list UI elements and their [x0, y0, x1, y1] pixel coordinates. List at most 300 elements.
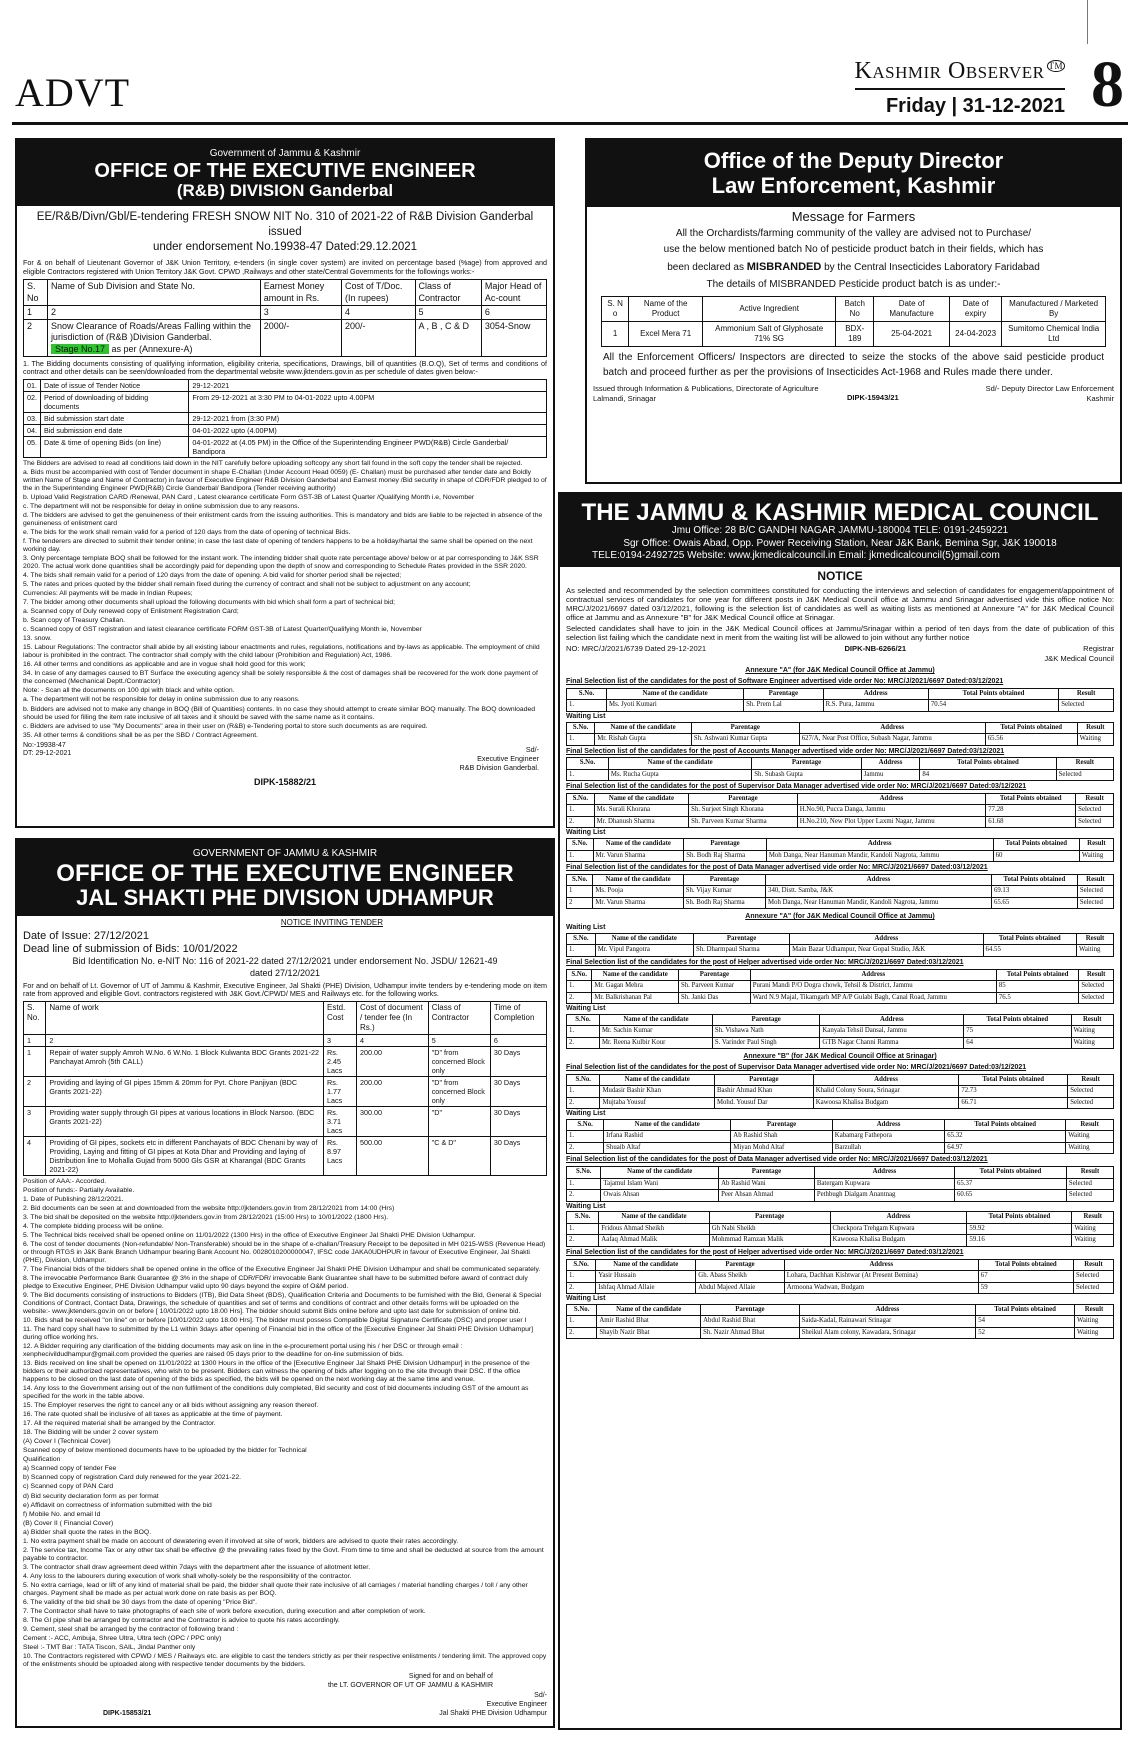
table-cell: 340, Distt. Samba, J&K — [766, 886, 992, 897]
table-cell: Armoona Wadwan, Budgam — [784, 1282, 978, 1293]
table-cell: 2. — [567, 1235, 599, 1246]
table-header-row — [567, 969, 1114, 980]
table-cell: Waiting — [1072, 1235, 1114, 1246]
table-header: Total Points obtained — [928, 688, 1058, 699]
annexure-b-heading: Annexure "B" (for J&K Medical Council Office at Srinagar) — [743, 1053, 937, 1061]
table-row — [567, 1086, 1114, 1097]
list-item: 5. The Technical bids received shall be opened online on 11/01/2022 (1300 Hrs) in the office of Executive Engineer Jal Shakti PHE Division Udhampur. — [23, 1232, 476, 1240]
table-header-row — [567, 1304, 1114, 1315]
law-banner — [587, 140, 1120, 207]
list-item: a. Scanned copy of Duly renewed copy of Enlistment Registration Card; — [23, 608, 239, 616]
table-header: Parentage — [752, 758, 861, 769]
table-cell: Sheikul Alam colony, Kawadara, Srinagar — [799, 1327, 976, 1338]
table-header: Address — [832, 1119, 945, 1130]
list-item: Position of funds:- Partially Available. — [23, 1186, 135, 1194]
table-cell: Selected — [1056, 769, 1113, 780]
list-item: a) Scanned copy of tender Fee — [23, 1465, 117, 1473]
table-cell: Selected — [1076, 805, 1114, 816]
table-row — [24, 1136, 547, 1175]
table-cell: Mr. Balkrishanan Pal — [592, 992, 679, 1003]
table-row — [567, 1190, 1114, 1201]
table-header: Parentage — [744, 688, 823, 699]
table-cell: Selected — [1077, 897, 1113, 908]
table-cell: "D" from concerned Block only — [428, 1076, 490, 1106]
table-row — [24, 1046, 547, 1076]
selection-table — [566, 969, 1114, 1004]
table-cell: 2. — [567, 1282, 596, 1293]
table-row — [567, 1131, 1114, 1142]
table-cell: 52 — [976, 1327, 1075, 1338]
list-item: 10. The Contractors registered with CPWD / MES / Railways etc. are eligible to cast the tenders strictly as per their respective enlistments / tendering limit. The approved copy of the enlistments should be uploaded along with respective tender documents by the bidders. — [23, 1652, 547, 1668]
table-header: Address — [823, 688, 928, 699]
list-item: 3. The bid shall be deposited on the website http://jktenders.gov.in from 28/12/2021 (15:00 Hrs) to 10/01/2022 (1800 Hrs). — [23, 1214, 389, 1221]
table-cell: 65.37 — [955, 1178, 1067, 1189]
table-cell: 2. — [567, 992, 592, 1003]
selection-list-title: Final Selection list of the candidates for the post of Helper advertised vide order No: MRC/J/2021/6697 Dated:03/12/2021 — [566, 1248, 964, 1256]
table-cell: Kanyala Tehsil Dansal, Jammu — [820, 1026, 964, 1037]
table-cell: 1. — [567, 1026, 600, 1037]
table-cell: Barzullah — [832, 1142, 945, 1153]
table-cell: Sh. Bodh Raj Sharma — [683, 897, 765, 908]
list-item: 16. All other terms and conditions as applicable and are in vogue shall hold good for this work; — [23, 661, 306, 669]
list-item: b. Bidders are advised not to make any change in BOQ (Bill of Quantities) contents. In no case they should attempt to create similar BOQ manually. The BOQ downloaded should be used for filling the item rate inclusive of all taxes and it should be saved with the same name as it contains. — [23, 705, 536, 721]
table-header: Address — [799, 722, 985, 733]
table-cell: Pethbugh Dialgam Anantnag — [814, 1190, 954, 1201]
table-cell: 200.00 — [356, 1046, 428, 1076]
table-header: Address — [766, 839, 993, 850]
list-item: d) Bid security declaration form as per format — [23, 1492, 159, 1500]
table-cell: Mr. Sachin Kumar — [599, 1026, 712, 1037]
list-item: 8. The GI pipe shall be arranged by contractor and the Contractor is advice to quote his rates accordingly. — [23, 1616, 340, 1624]
table-cell: Sumitomo Chemical India Ltd — [1002, 322, 1106, 347]
js-nit: NOTICE INVITING TENDER — [280, 917, 383, 927]
table-cell: Bid submission start date — [41, 413, 189, 425]
table-cell: Period of downloading of bidding documents — [41, 392, 189, 413]
table-cell: 1. — [567, 1131, 604, 1142]
table-cell: Khalid Colony Soura, Srinagar — [813, 1086, 959, 1097]
page-edge-line — [1087, 0, 1088, 44]
table-cell: 75 — [964, 1026, 1071, 1037]
table-cell: Selected — [1077, 886, 1113, 897]
table-cell: 3 — [24, 1106, 46, 1136]
table-cell: Waiting — [1079, 850, 1113, 861]
page-number: 8 — [1091, 48, 1124, 121]
table-header: S. No — [24, 280, 48, 306]
selection-table — [566, 1304, 1114, 1339]
selection-list-title: Final Selection list of the candidates for the post of Helper advertised vide order No: MRC/J/2021/6697 Dated:03/12/2021 — [566, 958, 964, 966]
table-header: Result — [1068, 1074, 1114, 1085]
table-cell: 2 — [24, 1076, 46, 1106]
table-cell: Waiting — [1074, 1327, 1113, 1338]
table-header: Parentage — [709, 1212, 830, 1223]
list-item: 10. Bids shall be received "on line" on or before [10/01/2022 upto 18.00 Hrs]. The bidder must possess Compatible Digital Signature Certificate (DSC) and proper user I — [23, 1317, 527, 1325]
waiting-list-label: Waiting List — [566, 1110, 606, 1118]
table-header: Result — [1066, 1119, 1114, 1130]
table-cell: 59.16 — [967, 1235, 1072, 1246]
selection-list-title: Final Selection list of the candidates for the post of Supervisor Data Manager advertised vide order No: MRC/J/2021/6697 Dated:03/12/2021 — [566, 783, 1027, 791]
table-cell: Sh. Parveen Kumar Sharma — [689, 816, 798, 827]
selection-table — [566, 1166, 1114, 1201]
table-cell: 2. — [567, 1190, 601, 1201]
table-cell: From 29-12-2021 at 3:30 PM to 04-01-2022 upto 4.00PM — [189, 392, 547, 413]
table-cell: Ward N.9 Majal, Tikamgarh MP A/P Gulabi Bagh, Canal Road, Jammu — [750, 992, 996, 1003]
table-header: Cost of document / tender fee (In Rs.) — [356, 1001, 428, 1034]
table-header: S.No. — [567, 793, 595, 804]
rb-banner — [17, 140, 553, 206]
rb-gov: Government of Jammu & Kashmir — [209, 148, 361, 159]
table-header: Result — [1079, 839, 1113, 850]
table-cell: 61.68 — [986, 816, 1076, 827]
table-cell: 29-12-2021 — [189, 380, 547, 392]
table-header: Name of the candidate — [593, 839, 684, 850]
table-row — [567, 1235, 1114, 1246]
table-row — [567, 850, 1114, 861]
table-header: Total Points obtained — [945, 1119, 1066, 1130]
list-item: 1. No extra payment shall be made on account of dewatering even if involved at site of work, bidders are advised to quote their rates accordingly. — [23, 1537, 459, 1545]
rb-intro: For & on behalf of Lieutenant Governor of J&K Union Territory, e-tenders (in single cover system) are invited on percentage based (%age) from approved and eligible Contractors registered with Union Territory J&K Govt. CPWD ,Railways and other state/Central Governments for the followings works:- — [23, 258, 547, 276]
table-header-row — [567, 688, 1114, 699]
table-cell: Waiting — [1074, 1316, 1113, 1327]
table-header: Total Points obtained — [996, 969, 1078, 980]
table-cell: Waiting — [1072, 1223, 1114, 1234]
table-header: Total Points obtained — [986, 793, 1076, 804]
table-cell: Shuaib Altaf — [604, 1142, 731, 1153]
table-cell: 1 — [24, 305, 48, 319]
list-item: 3. The contractor shall draw agreement deed within 7days with the department after the issuance of allotment letter. — [23, 1563, 371, 1571]
table-cell: Bid submission end date — [41, 425, 189, 437]
selection-table — [566, 1259, 1114, 1294]
js-intro: For and on behalf of Lt. Governor of UT of Jammu & Kashmir, Executive Engineer, Jal Shakti (PHE) Division, Udhampur invite tenders by e-tendering mode on item rate from approved and eligible Govt. contractors registered with J&K Govt./CPWD/ MES and Railways etc. for the following works. — [23, 980, 547, 999]
table-cell: 1 — [602, 322, 629, 347]
table-header: S.No. — [567, 969, 592, 980]
table-cell: Jammu — [861, 769, 920, 780]
table-cell: 627/A, Near Post Office, Subash Nagar, Jammu — [799, 734, 985, 745]
table-cell: Shayib Nazir Bhat — [597, 1327, 701, 1338]
table-cell: S. Varinder Paul Singh — [712, 1037, 820, 1048]
table-row — [567, 1282, 1114, 1293]
jkmc-title: THE JAMMU & KASHMIR MEDICAL COUNCIL — [581, 499, 1099, 526]
table-cell: Moh Danga, Near Hanuman Mandir, Kandoli Nagrota, Jammu — [766, 850, 993, 861]
table-header-row — [567, 933, 1114, 944]
table-cell: 04-01-2022 upto (4.00PM) — [189, 425, 547, 437]
selection-table — [566, 1074, 1114, 1109]
js-date-issue: Date of Issue: 27/12/2021 — [23, 929, 149, 942]
jkmc-banner: THE JAMMU & KASHMIR MEDICAL COUNCIL Jmu Office: 28 B/C GANDHI NAGAR JAMMU-180004 TELE: 0191-2459221 Sgr Office: Owais Abad, Opp. Power Receiving Station, Near J&K Bank, Bemina Sgr, J&K 190018 TELE:0194-2492725 Website: www.jkmedicalcouncil.in Email: jkmedicalcouncil(5)gmail.com — [560, 494, 1120, 567]
table-cell: Yasir Hussain — [596, 1271, 696, 1282]
table-cell: 69.13 — [991, 886, 1077, 897]
masthead — [855, 56, 1065, 119]
table-header: S.No. — [567, 1014, 600, 1025]
table-header: Parentage — [719, 1167, 815, 1178]
table-header: Address — [813, 1074, 959, 1085]
table-header: Name of the candidate — [608, 758, 751, 769]
table-header: Parentage — [694, 933, 790, 944]
table-header: Name of the candidate — [599, 1014, 712, 1025]
table-cell: Moh Danga, Near Hanuman Mandir, Kandoli Nagrota, Jammu — [766, 897, 992, 908]
table-header: Total Points obtained — [959, 1074, 1068, 1085]
list-item: Currencies: All payments will be made in Indian Rupees; — [23, 590, 193, 598]
table-cell: Kawoosa Khalisa Budgam — [813, 1097, 959, 1108]
list-item: 14. Any loss to the Government arising out of the non fulfilment of the conditions duly completed, Bid security and cost of bid documents including GST of the amount as specified for the work in the table above. — [23, 1385, 529, 1401]
selection-list-title: Final Selection list of the candidates for the post of Software Engineer advertised vide order No: MRC/J/2021/6697 Dated:03/12/2021 — [566, 678, 1004, 686]
jkmc-dipk: DIPK-NB-6266/21 — [844, 644, 907, 654]
js-subtitle: JAL SHAKTI PHE DIVISION UDHAMPUR — [76, 884, 494, 910]
list-item: f. The tenderers are directed to submit their tender online; in case the last date of opening of tenders happens to be a holiday/hartal the same shall be opened on the next working day. — [23, 538, 533, 554]
table-cell: Sh. Prem Lal — [744, 700, 823, 711]
list-item: 8. The irrevocable Performance Bank Guarantee @ 3% in the shape of CDR/FDR/ irrevocable Bank Guarantee shall have to be submitted before award of contract duly pledge to Executive Engineer, PHE Division Udhampur valid upto 90 days beyond the expire of O&M period. — [23, 1275, 528, 1291]
rb-para1: 1. The Bidding documents consisting of qualifying information, eligibility criteria, specifications, Drawings, bill of quantities (B.O.Q), Set of terms and conditions of contract and other details can be seen/downloaded from the departmental website www.jktenders.gov.in as per schedule of dates given below:- — [23, 358, 547, 377]
table-header: Address — [820, 1014, 964, 1025]
table-cell: Waiting — [1066, 1131, 1114, 1142]
table-cell: Checkpora Trehgam Kupwara — [830, 1223, 967, 1234]
table-header: Name of the candidate — [595, 722, 692, 733]
list-item: Scanned copy of below mentioned documents have to be uploaded by the bidder for Technical — [23, 1447, 307, 1455]
list-item: Cement :- ACC, Ambuja, Shree Ultra, Ultra tech (OPC / PPC only) — [23, 1634, 222, 1642]
table-header-row — [567, 839, 1114, 850]
list-item: 5. No extra carriage, lead or lift of any kind of material shall be paid, the bidder shall quote their rate inclusive of all carriages / material handling charges / toll / any other charges. Payment shall be made as per actual work done on rate basis as per BOQ. — [23, 1581, 528, 1597]
table-cell: 1 — [24, 1034, 46, 1046]
table-cell: 1. — [567, 805, 595, 816]
list-item: 2. The service tax, Income Tax or any other tax shall be effective @ the prevailing rates fixed by the Govt. From time to time and shall be deducted at source from the amount payable to contractor. — [23, 1546, 544, 1562]
table-row — [567, 981, 1114, 992]
selection-table — [566, 688, 1114, 712]
table-row — [567, 992, 1114, 1003]
list-item: 4. The complete bidding process will be online. — [23, 1223, 164, 1231]
list-item: Position of AAA:- Accorded. — [23, 1177, 107, 1185]
list-item: 7. The Contractor shall have to take photographs of each site of work before execution, during execution and after completion of work. — [23, 1607, 426, 1615]
list-item: 1. Date of Publishing 28/12/2021. — [23, 1195, 124, 1203]
table-cell: Gh Nabi Sheikh — [709, 1223, 830, 1234]
js-bid-id: Bid Identification No. e-NIT No: 116 of 2021-22 dated 27/12/2021 under endorsement No. JSDU/ 12621-49 — [72, 956, 498, 967]
table-header: Parentage — [712, 1014, 820, 1025]
table-header: Result — [1077, 933, 1114, 944]
list-item: 11. The hard copy shall have to submitted by the L1 within 3days after opening of Financial bid in the office of the [Executive Engineer Jal Shakti PHE Division Udhampur] during office working hrs. — [23, 1326, 534, 1342]
table-cell: Sh. Janki Das — [679, 992, 751, 1003]
table-header: Major Head of Ac-count — [481, 280, 546, 306]
table-row — [24, 1106, 547, 1136]
table-cell: GTB Nagar Channi Ramma — [820, 1037, 964, 1048]
waiting-list-label: Waiting List — [566, 712, 606, 720]
list-item: 35. All other terms & conditions shall be as per the SBD / Contract Agreement. — [23, 731, 258, 739]
table-cell: Selected — [1066, 1190, 1113, 1201]
table-header: Batch No — [836, 297, 874, 322]
table-header-row — [602, 297, 1106, 322]
table-cell: Aafaq Ahmad Malik — [599, 1235, 709, 1246]
list-item: b. Scan copy of Treasury Challan. — [23, 617, 126, 625]
table-header: Parentage — [684, 839, 767, 850]
table-header: Class of Contractor — [428, 1001, 490, 1034]
table-cell: 76.5 — [996, 992, 1078, 1003]
table-cell: Ms. Jyoti Kumari — [607, 700, 744, 711]
table-cell: Mujtaba Yousuf — [600, 1097, 715, 1108]
table-cell: 30 Days — [490, 1136, 546, 1175]
table-cell: 6 — [481, 305, 546, 319]
table-row — [602, 322, 1106, 347]
table-cell: Sh. Subash Gupta — [752, 769, 861, 780]
list-item: 3. Only percentage template BOQ shall be followed for the instant work. The intending bidder shall quote rate percentage above/ below or at par corresponding to J&K SSR 2020. The actual work done quantities shall be accordingly paid for depending upon the depth of snow and corresponding to Schedule Rates provided in the SSR 2020. — [23, 555, 539, 571]
table-header: Result — [1059, 688, 1114, 699]
table-header-row — [567, 1014, 1114, 1025]
table-row — [567, 1178, 1114, 1189]
table-header-row — [567, 1119, 1114, 1130]
table-header: Result — [1072, 1212, 1114, 1223]
table-row — [567, 700, 1114, 711]
table-cell: Ishfaq Ahmad Allaie — [596, 1282, 696, 1293]
list-item: 6. The cost of tender documents (Non-refundable/ Non-Transferable) should be in the shape of e-challan/Treasury Receipt to be deposited in MH 0215-WSS (Revenue Head) or through RTGS in J&K Bank Branch Udhampur bearing Bank Account No. 0028010200000047, IFSC code JAKA0UDHPUR in favour of Executive Engineer, Jal Shakti (PHE), Division, Udhampur. — [23, 1241, 546, 1265]
table-cell: Mr. Varun Sharma — [593, 897, 683, 908]
table-cell: 4 — [356, 1034, 428, 1046]
table-header: Parentage — [691, 722, 799, 733]
table-header: Result — [1074, 1304, 1113, 1315]
table-cell: 1 — [24, 1046, 46, 1076]
table-cell: 02. — [24, 392, 41, 413]
table-header: Parentage — [683, 874, 765, 885]
rb-title: OFFICE OF THE EXECUTIVE ENGINEER — [94, 159, 476, 182]
header-rule — [12, 122, 1128, 125]
table-cell: Selected — [1073, 1282, 1113, 1293]
waiting-list-label: Waiting List — [566, 1005, 606, 1013]
list-item: a) Bidder shall quote the rates in the BOQ. — [23, 1528, 152, 1536]
table-cell: 3 — [324, 1034, 357, 1046]
table-cell: Ms. Pooja — [593, 886, 683, 897]
table-cell: 59.92 — [967, 1223, 1072, 1234]
list-item: Note: - Scan all the documents on 100 dpi with black and white option. — [23, 687, 235, 695]
table-cell: Mr. Gagan Mehra — [592, 981, 679, 992]
table-header: S.No. — [567, 1119, 604, 1130]
table-cell: Repair of water supply Amroh W.No. 6 W.No. 1 Block Kulwanta BDC Grants 2021-22 Panchayat Amroh (5th CALL) — [46, 1046, 324, 1076]
list-item: (B) Cover II ( Financial Cover) — [23, 1519, 114, 1527]
waiting-list-label: Waiting List — [566, 1202, 606, 1210]
table-row — [567, 1142, 1114, 1153]
table-cell: Providing and laying of GI pipes 15mm & 20mm for Pyt. Chore Panjiyan (BDC Grants 2021-22) — [46, 1076, 324, 1106]
table-cell: Ab Rashid Wani — [719, 1178, 815, 1189]
table-row — [24, 1034, 547, 1046]
table-cell: BDX-189 — [836, 322, 874, 347]
table-cell: 1. — [567, 769, 609, 780]
table-header: Address — [784, 1259, 978, 1270]
table-header: Class of Contractor — [415, 280, 481, 306]
table-cell: 1. — [567, 850, 594, 861]
selection-table — [566, 1119, 1114, 1154]
table-cell: Waiting — [1071, 1026, 1113, 1037]
table-header: Parentage — [696, 1259, 784, 1270]
table-cell: Mr. Dhanush Sharma — [594, 816, 689, 827]
table-cell: 59 — [978, 1282, 1073, 1293]
table-cell: Batergam Kupwara — [814, 1178, 954, 1189]
table-cell: 60 — [993, 850, 1079, 861]
law-enforcement-ad: Office of the Deputy Director Law Enforcement, Kashmir Message for Farmers All the Orchardists/farming community of the valley are advised not to Purchase/ use the below mentioned batch No of pesticide product batch in their fields, which has been declared as MISBRANDED by the Central Insecticides Laboratory Faridabad The details of MISBRANDED Pesticide product batch is as under:- S. N o Name of the Product Active Ingredient Batch No Date of Manufacture Date of expiry Manufactured / Marketed By 1 Excel Mera 71 Ammonium Salt of Glyphosate 71% SG BDX-189 25-04-2021 24-04-2023 Sumitomo Chemical India Ltd All the Enforcement Officers/ Inspectors are directed to seize the stocks of the above said pesticide product batch and proceed further as per the provisions of Insecticides Act-1968 and Rules made there under. Issued through Information & Publications, Directorate of Agriculture Lalmandi, Srinagar Sd/- Deputy Director Law Enforcement Kashmir DIPK-15943/21 — [585, 138, 1122, 484]
table-header-row — [24, 280, 547, 306]
table-row — [567, 1316, 1114, 1327]
table-cell: 2. — [567, 1097, 600, 1108]
table-header: Total Points obtained — [991, 874, 1077, 885]
rb-works-table-wrap — [23, 279, 547, 357]
table-cell: Selected — [1079, 992, 1114, 1003]
table-cell: Selected — [1068, 1097, 1114, 1108]
table-cell: 64.55 — [983, 945, 1076, 956]
table-cell: 64 — [964, 1037, 1071, 1048]
rb-schedule-table — [23, 379, 547, 458]
list-item: Steel :- TMT Bar : TATA Tiscon, SAIL, Jindal Panther only — [23, 1643, 196, 1651]
table-row — [24, 380, 547, 392]
table-header: Name of the candidate — [600, 1074, 715, 1085]
list-item: f) Mobile No. and email Id — [23, 1510, 101, 1518]
table-header: Total Points obtained — [964, 1014, 1071, 1025]
table-cell: Providing of GI pipes, sockets etc in different Panchayats of BDC Chenani by way of Providing, Laying and fitting of GI pipes at Kota Dhar and Providing and laying of Distribution line to Mohalla Gujad from 5000 Gls GSR at Kharangal (BDC Grants 2021-22) — [46, 1136, 324, 1175]
list-item: 9. The Bid documents consisting of instructions to Bidders (ITB), Bid Data Sheet (BDS), Qualification Criteria and Documents to be furnished with the Bid, General & Special Conditions of Contract, Contact Data, Drawings, the schedule of quantities and set of terms and conditions of contract and other details forms will be uploaded on the website:- www.jktenders.gov.in on or before [ 10/01/2022 upto 18.00 Hrs]. The bidder should submit Bids online before and upto last date for submission of online bid. — [23, 1292, 542, 1316]
table-header: Result — [1077, 722, 1113, 733]
table-header: Time of Completion — [490, 1001, 546, 1034]
law-signatory: Sd/- Deputy Director Law Enforcement Kashmir — [985, 384, 1114, 403]
table-cell: 4 — [342, 305, 416, 319]
table-header: Name of the candidate — [593, 874, 683, 885]
js-dipk: DIPK-15853/21 — [103, 1709, 152, 1717]
table-cell: Selected — [1059, 700, 1114, 711]
selection-table — [566, 838, 1114, 862]
table-header: Total Points obtained — [983, 933, 1076, 944]
table-header: S.No. — [567, 874, 593, 885]
table-header: Total Points obtained — [967, 1212, 1072, 1223]
table-header: Address — [830, 1212, 967, 1223]
table-header: Date of Manufacture — [874, 297, 950, 322]
table-cell: Rs. 3.71 Lacs — [324, 1106, 357, 1136]
list-item: a. The department will not be responsible for delay in online submission due to any reasons. — [23, 696, 300, 704]
list-item: b. Upload Valid Registration CARD /Renewal, PAN Card , Latest clearance certificate Form GST-3B of Latest Quarter /Qualifying Month i.e, November — [23, 494, 475, 502]
law-message-title: Message for Farmers — [791, 208, 916, 224]
table-header: Address — [790, 933, 983, 944]
table-header: Address — [797, 793, 986, 804]
list-item: c. The department will not be responsible for delay in online submission due to any reasons. — [23, 503, 300, 511]
waiting-list-label: Waiting List — [566, 924, 606, 932]
table-cell: Lohara, Dachhan Kishtwar (At Present Bemina) — [784, 1271, 978, 1282]
table-header: Name of the candidate — [604, 1119, 731, 1130]
jal-shakti-ad: GOVERNMENT OF JAMMU & KASHMIR OFFICE OF THE EXECUTIVE ENGINEER JAL SHAKTI PHE DIVISION UDHAMPUR NOTICE INVITING TENDER Date of Issue: 27/12/2021 Dead line of submission of Bids: 10/01/2022 Bid Identification No. e-NIT No: 116 of 2021-22 dated 27/12/2021 under endorsement No. JSDU/ 12621-49 dated 27/12/2021 For and on behalf of Lt. Governor of UT of Jammu & Kashmir, Executive Engineer, Jal Shakti (PHE) Division, Udhampur invite tenders by e-tendering mode on item rate from approved and eligible Govt. contractors registered with J&K Govt./CPWD/ MES and Railways etc. for the following works. S. No. Name of work Estd. Cost Cost of document / tender fee (In Rs.) Class of Contractor Time of Completion 1 2 3 4 5 6 1 Repair of water supply Amroh W.No. 6 W.No. 1 Block Kulwanta BDC Grants 2021-22 Panchayat Amroh (5th CALL) Rs. 2.45 Lacs 200.00 "D" from concerned Block only 30 Days 2 Providing and laying of GI pipes 15mm & 20mm for Pyt. Chore Panjiyan (BDC Grants 2021-22) Rs. 1.77 Lacs 200.00 "D" from concerned Block only 30 Days 3 Providing water supply through GI pipes at various locations in Block Narsoo. (BDC Grants 2021-22) Rs. 3.71 Lacs 300.00 "D" 30 Days 4 Providing of GI pipes, sockets etc in different Panchayats of BDC Chenani by way of Providing, Laying and fitting of GI pipes at Kota Dhar and Providing and laying of Distribution line to Mohalla Gujad from 5000 Gls GSR at Kharangal (BDC Grants 2021-22) Rs. 8.97 Lacs 500.00 "C & D" 30 Days Position of AAA:- Accorded. Position of funds:- Partially Available. 1. Date of Publishing 28/12/2021. 2. Bid documents can be seen at and downloaded from the website http://jktenders.gov.in from 28/12/2021 from 14:00 (Hrs) 3. The bid shall be deposited on the website http://jktenders.gov.in from 28/12/2021 (15:00 Hrs) to 10/01/2022 (1800 Hrs). 4. The complete bidding process will be online. 5. The Technical bids received shall be opened online on 11/01/2022 (1300 Hrs) in the office of Executive Engineer Jal Shakti PHE Division Udhampur. 6. The cost of tender documents (Non-refundable/ Non-Transferable) should be in the shape of e-challan/Treasury Receipt to be deposited in MH 0215-WSS (Revenue Head) or through RTGS in J&K Bank Branch Udhampur bearing Bank Account No. 0028010200000047, IFSC code JAKA0UDHPUR in favour of Executive Engineer, Jal Shakti (PHE), Division, Udhampur. 7. The Financial bids of the bidders shall be opened online in the office of the Executive Engineer Jal Shakti PHE Division Udhampur and shall be communicated separately. 8. The irrevocable Performance Bank Guarantee @ 3% in the shape of CDR/FDR/ irrevocable Bank Guarantee shall have to be submitted before award of contract duly pledge to Executive Engineer, PHE Division Udhampur valid upto 90 days beyond the expire of O&M period. 9. The Bid documents consisting of instructions to Bidders (ITB), Bid Data Sheet (BDS), Qualification Criteria and Documents to be furnished with the Bid, General & Special Conditions of Contract, Contact Data, Drawings, the schedule of quantities and set of terms and conditions of contract and other details forms will be uploaded on the website:- www.jktenders.gov.in on or before [ 10/01/2022 upto 18.00 Hrs]. The bidder should submit Bids online before and upto last date for submission of online bid. 10. Bids shall be received "on line" on or before [10/01/2022 upto 18.00 Hrs]. The bidder must possess Compatible Digital Signature Certificate (DSC) and proper user I 11. The hard copy shall have to submitted by the L1 within 3days after opening of Financial bid in the office of the [Executive Engineer Jal Shakti PHE Division Udhampur] during office working hrs. 12. A Bidder requiring any clarification of the bidding documents may ask on line in the e-procurement portal using his / her DSC or through email : xenphecivildudhampur@gmail.com provided the queries are raised 05 days prior to the deadline for on-line submission of bids. 13. Bids received on line shall be opened on 11/01/2022 at 1300 Hours in the office of the [Executive Engineer Jal Shakti PHE Division Udhampur] in the presence of the bidders or their authorized representatives, who wish to be present. Bidders can witness the opening of bids after logging on to the site through their DSC. If the office happens to be closed on the last date of opening of the bids as specified, the bids will be opened on the next working day at the same time and venue. 14. Any loss to the Government arising out of the non fulfilment of the conditions duly completed, Bid security and cost of bid documents including GST of the amount as specified for the work in the table above. 15. The Employer reserves the right to cancel any or all bids without assigning any reason thereof. 16. The rate quoted shall be inclusive of all taxes as applicable at the time of payment. 17. All the required material shall be arranged by the Contractor. 18. The Bidding will be under 2 cover system (A) Cover I (Technical Cover) Scanned copy of below mentioned documents have to be uploaded by the bidder for Technical Qualification a) Scanned copy of tender Fee b) Scanned copy of registration Card duly renewed for the year 2021-22. c) Scanned copy of PAN Card d) Bid security declaration form as per format e) Affidavit on correctness of information submitted with the bid f) Mobile No. and email Id (B) Cover II ( Financial Cover) a) Bidder shall quote the rates in the BOQ. 1. No extra payment shall be made on account of dewatering even if involved at site of work, bidders are advised to quote their rates accordingly. 2. The service tax, Income Tax or any other tax shall be effective @ the prevailing rates fixed by the Govt. From time to time and shall be deducted at source from the amount payable to contractor. 3. The contractor shall draw agreement deed within 7days with the department after the issuance of allotment letter. 4. Any loss to the labourers during execution of work shall wholly-solely be the responsibility of the contractor. 5. No extra carriage, lead or lift of any kind of material shall be paid, the bidder shall quote their rate inclusive of all carriages / material handling charges / toll / any other charges. Payment shall be made as per actual work done on rate basis as per BOQ. 6. The validity of the bid shall be 30 days from the date of opening "Price Bid". 7. The Contractor shall have to take photographs of each site of work before execution, during execution and after completion of work. 8. The GI pipe shall be arranged by contractor and the Contractor is advice to quote his rates accordingly. 9. Cement, steel shall be arranged by the contractor of following brand : Cement :- ACC, Ambuja, Shree Ultra, Ultra tech (OPC / PPC only) Steel :- TMT Bar : TATA Tiscon, SAIL, Jindal Panther only 10. The Contractors registered with CPWD / MES / Railways etc. are eligible to cast the tenders strictly as per their respective enlistments / tendering limit. The approved copy of the enlistments should be uploaded along with respective tender documents by the bidders. Signed for and on behalf of the LT. GOVERNOR OF UT OF JAMMU & KASHMIR DIPK-15853/21 Sd/- Executive Engineer Jal Shakti PHE Division Udhampur — [15, 838, 555, 1728]
table-cell: Selected — [1073, 1271, 1113, 1282]
table-cell: 200.00 — [356, 1076, 428, 1106]
list-item: 4. The bids shall remain valid for a period of 120 days from the date of opening. A bid valid for shorter period shall be rejected; — [23, 572, 402, 580]
table-row — [24, 425, 547, 437]
table-cell: 1. — [567, 1178, 601, 1189]
table-header-row — [567, 1074, 1114, 1085]
jkmc-para2: Selected candidates shall have to join in the J&K Medical Council offices at Jammu/Srinagar within a period of ten days from the date of publication of this selection list failing which the candidate next in merit from the waiting list will be allowed to join without any further notice — [566, 624, 1114, 643]
table-header: Total Points obtained — [920, 758, 1056, 769]
section-label: ADVT — [15, 70, 131, 115]
table-cell: Selected — [1068, 1086, 1114, 1097]
table-cell: 6 — [490, 1034, 546, 1046]
table-cell: R.S. Pura, Jammu — [823, 700, 928, 711]
selection-table — [566, 933, 1114, 957]
table-header: S.No. — [567, 1212, 599, 1223]
table-header: Result — [1079, 969, 1114, 980]
table-header: Name of the Product — [629, 297, 703, 322]
table-cell: Ms. Surali Khorana — [594, 805, 689, 816]
table-row — [567, 1271, 1114, 1282]
table-header: S.No. — [567, 933, 596, 944]
table-cell: 1. — [567, 981, 592, 992]
table-cell: Sh. Bodh Raj Sharma — [684, 850, 767, 861]
table-cell: Date of issue of Tender Notice — [41, 380, 189, 392]
table-header: Name of the candidate — [607, 688, 744, 699]
table-cell: Amir Rashid Bhat — [597, 1316, 701, 1327]
table-cell: 04-01-2022 at (4.05 PM) in the Office of the Superintending Engineer PWD(R&B) Circle Ganderbal/ Bandipora — [189, 437, 547, 458]
table-cell: 77.28 — [986, 805, 1076, 816]
table-header: Name of Sub Division and State No. — [47, 280, 260, 306]
table-header: Total Points obtained — [976, 1304, 1075, 1315]
table-cell: Kawoosa Khalisa Budgam — [830, 1235, 967, 1246]
table-cell: 72.73 — [959, 1086, 1068, 1097]
table-cell: 2 — [46, 1034, 324, 1046]
table-cell: 2. — [567, 1142, 604, 1153]
